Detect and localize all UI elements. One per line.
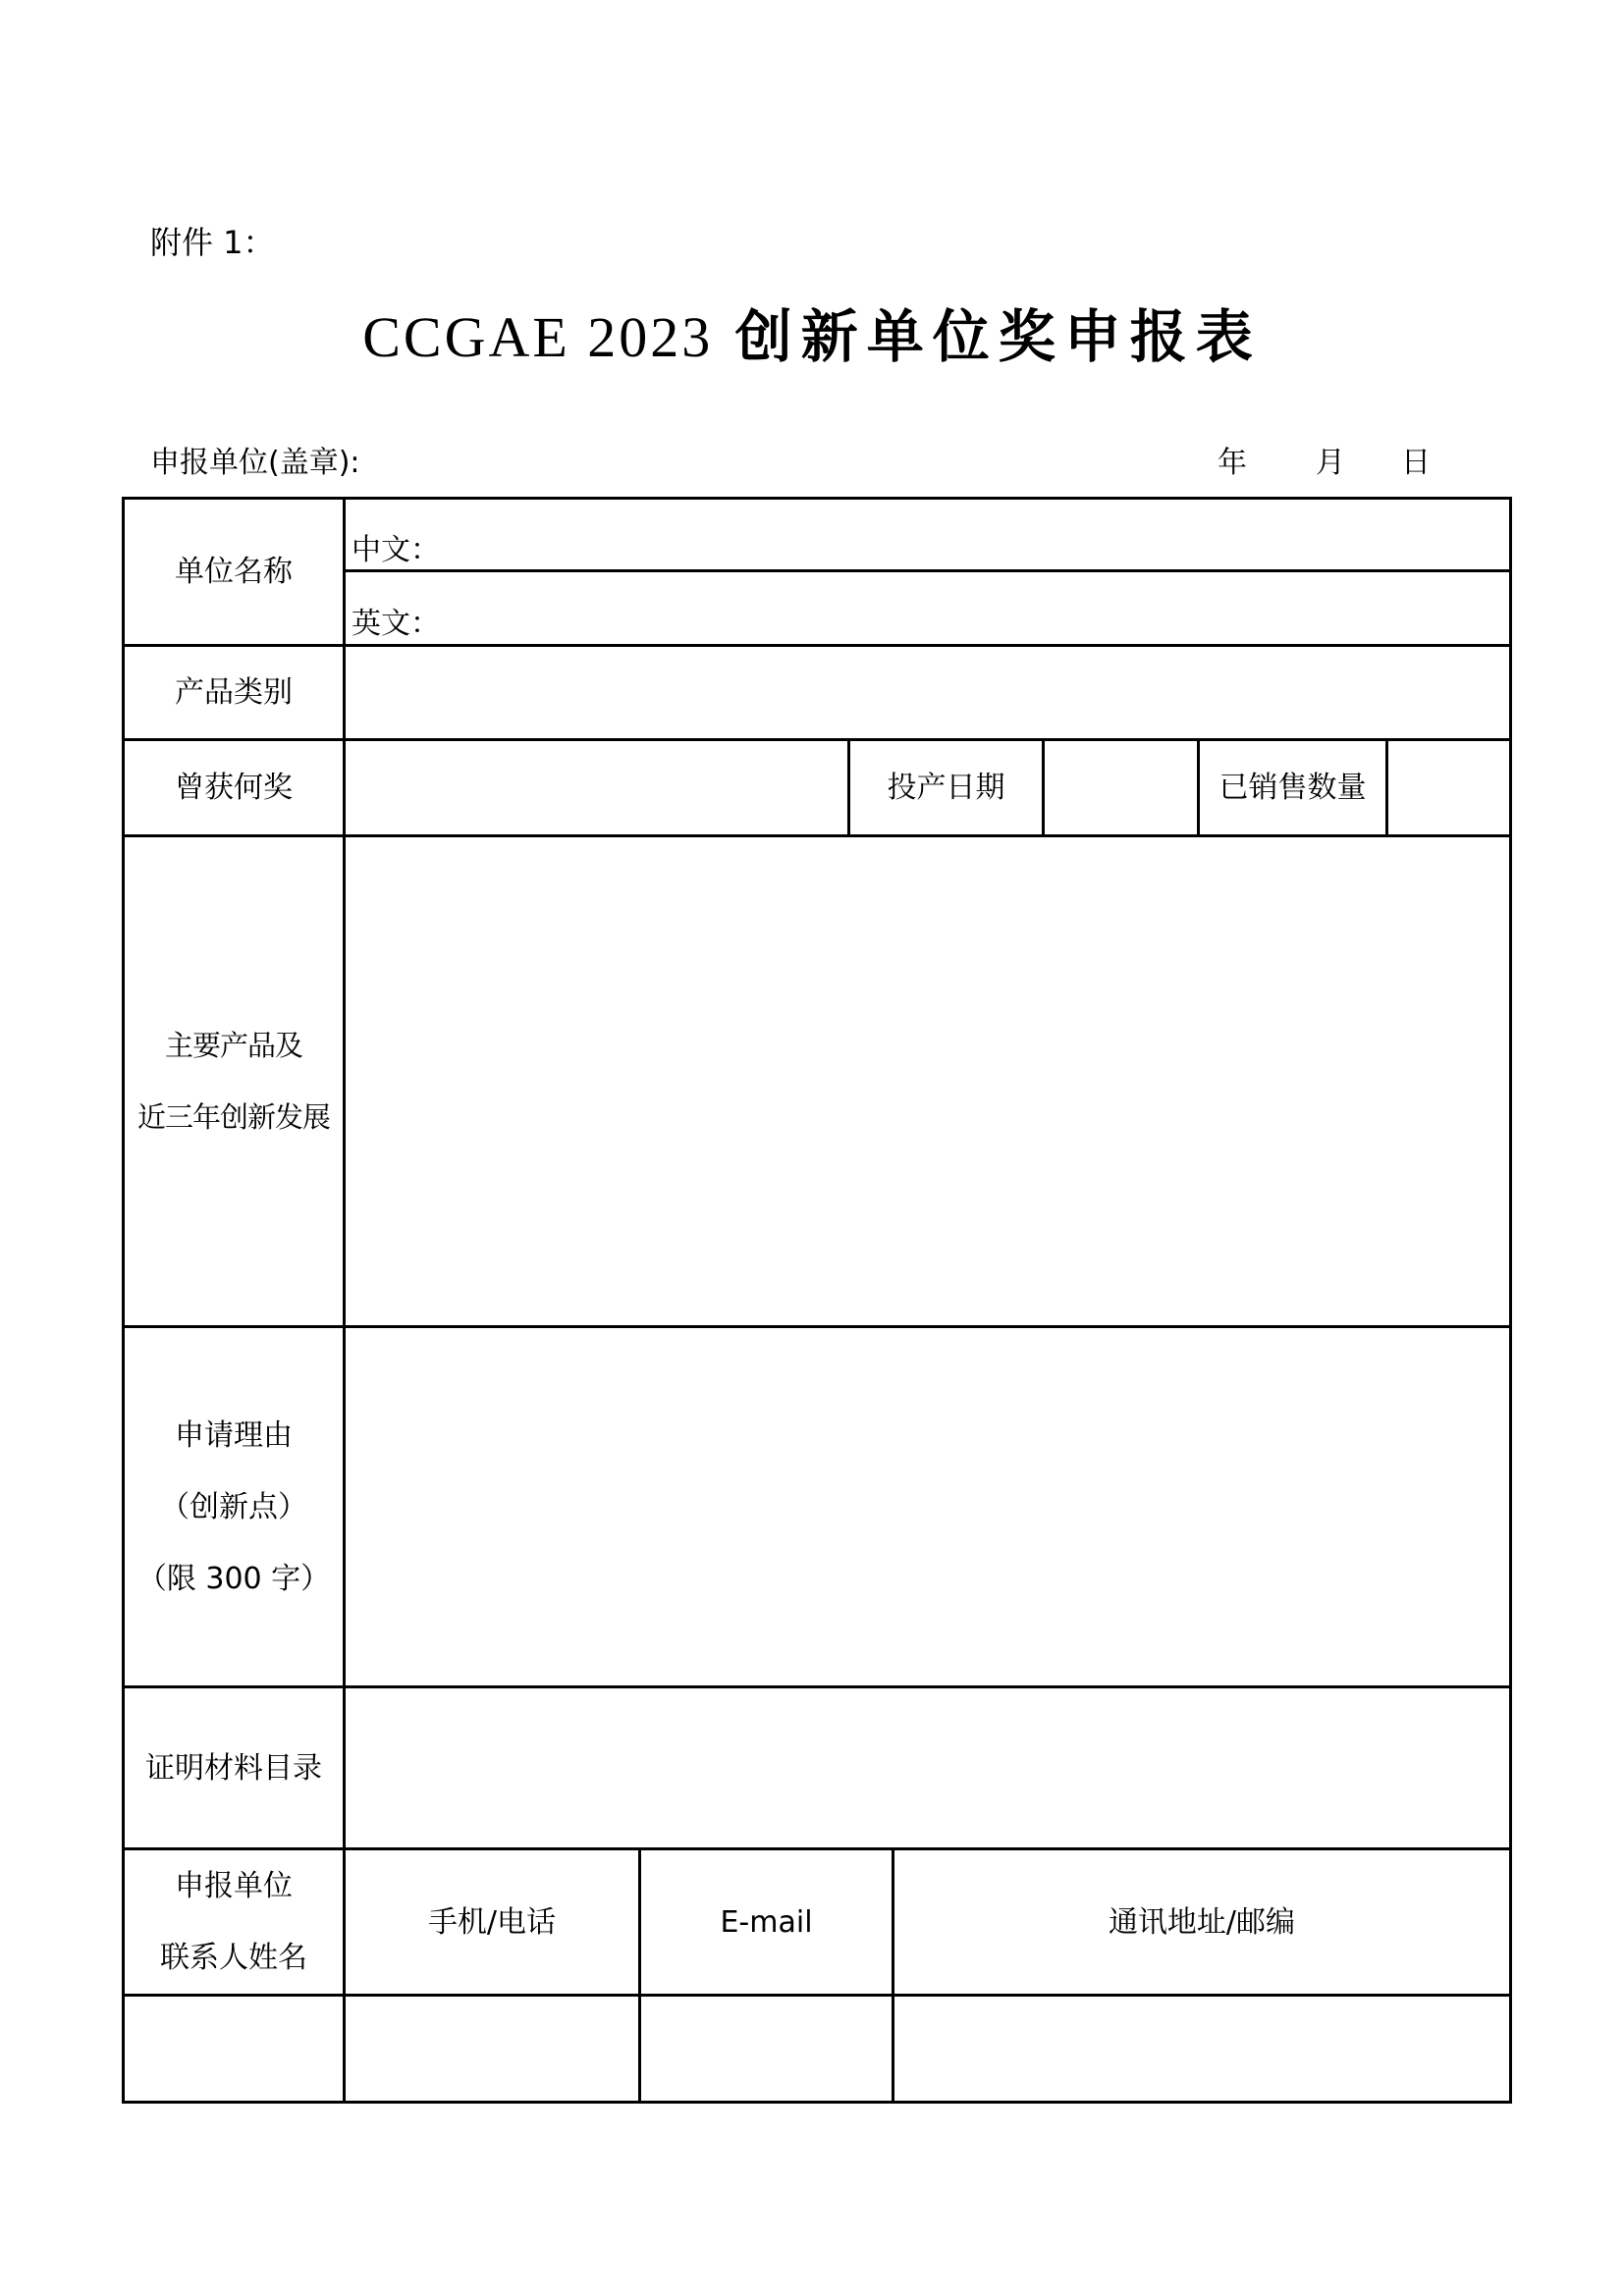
contact-name-label: 申报单位 联系人姓名 <box>160 1869 307 1975</box>
evidence-input[interactable] <box>346 1688 1509 1847</box>
email-input[interactable] <box>641 1997 892 2101</box>
table-border <box>1509 497 1512 2104</box>
applicant-label: 申报单位(盖章): <box>150 446 360 480</box>
product-category-input[interactable] <box>346 647 1509 738</box>
awards-label: 曾获何奖 <box>175 771 293 805</box>
table-border <box>122 2101 1512 2104</box>
phone-label: 手机/电话 <box>427 1904 557 1940</box>
contact-name-input[interactable] <box>125 1997 343 2101</box>
unit-name-english-field[interactable]: 英文： <box>352 607 440 641</box>
production-date-input[interactable] <box>1045 741 1197 834</box>
attachment-label: 附件 1： <box>150 224 275 261</box>
product-category-label: 产品类别 <box>175 675 293 710</box>
date-day: 日 <box>1401 446 1431 480</box>
address-input[interactable] <box>894 1997 1509 2101</box>
email-label: E-mail <box>720 1904 813 1940</box>
reason-input[interactable] <box>346 1328 1509 1685</box>
awards-input[interactable] <box>346 741 847 834</box>
sold-quantity-label: 已销售数量 <box>1218 771 1367 805</box>
address-label: 通讯地址/邮编 <box>1108 1904 1296 1940</box>
reason-label: 申请理由 （创新点） （限 300 字） <box>136 1417 331 1596</box>
unit-name-chinese-field[interactable]: 中文： <box>352 533 440 567</box>
evidence-label: 证明材料目录 <box>145 1750 322 1786</box>
main-products-label: 主要产品及 近三年创新发展 <box>136 1028 330 1134</box>
production-date-label: 投产日期 <box>887 771 1005 805</box>
date-month: 月 <box>1316 446 1345 480</box>
main-products-input[interactable] <box>346 837 1509 1325</box>
row-divider <box>344 569 1512 572</box>
phone-input[interactable] <box>346 1997 638 2101</box>
title-en: CCGAE 2023 <box>362 305 714 369</box>
page-title <box>0 291 1624 373</box>
unit-name-label: 单位名称 <box>175 555 293 589</box>
sold-quantity-input[interactable] <box>1388 741 1509 834</box>
title-zh: 创新单位奖申报表 <box>734 303 1262 370</box>
date-year: 年 <box>1218 446 1247 480</box>
